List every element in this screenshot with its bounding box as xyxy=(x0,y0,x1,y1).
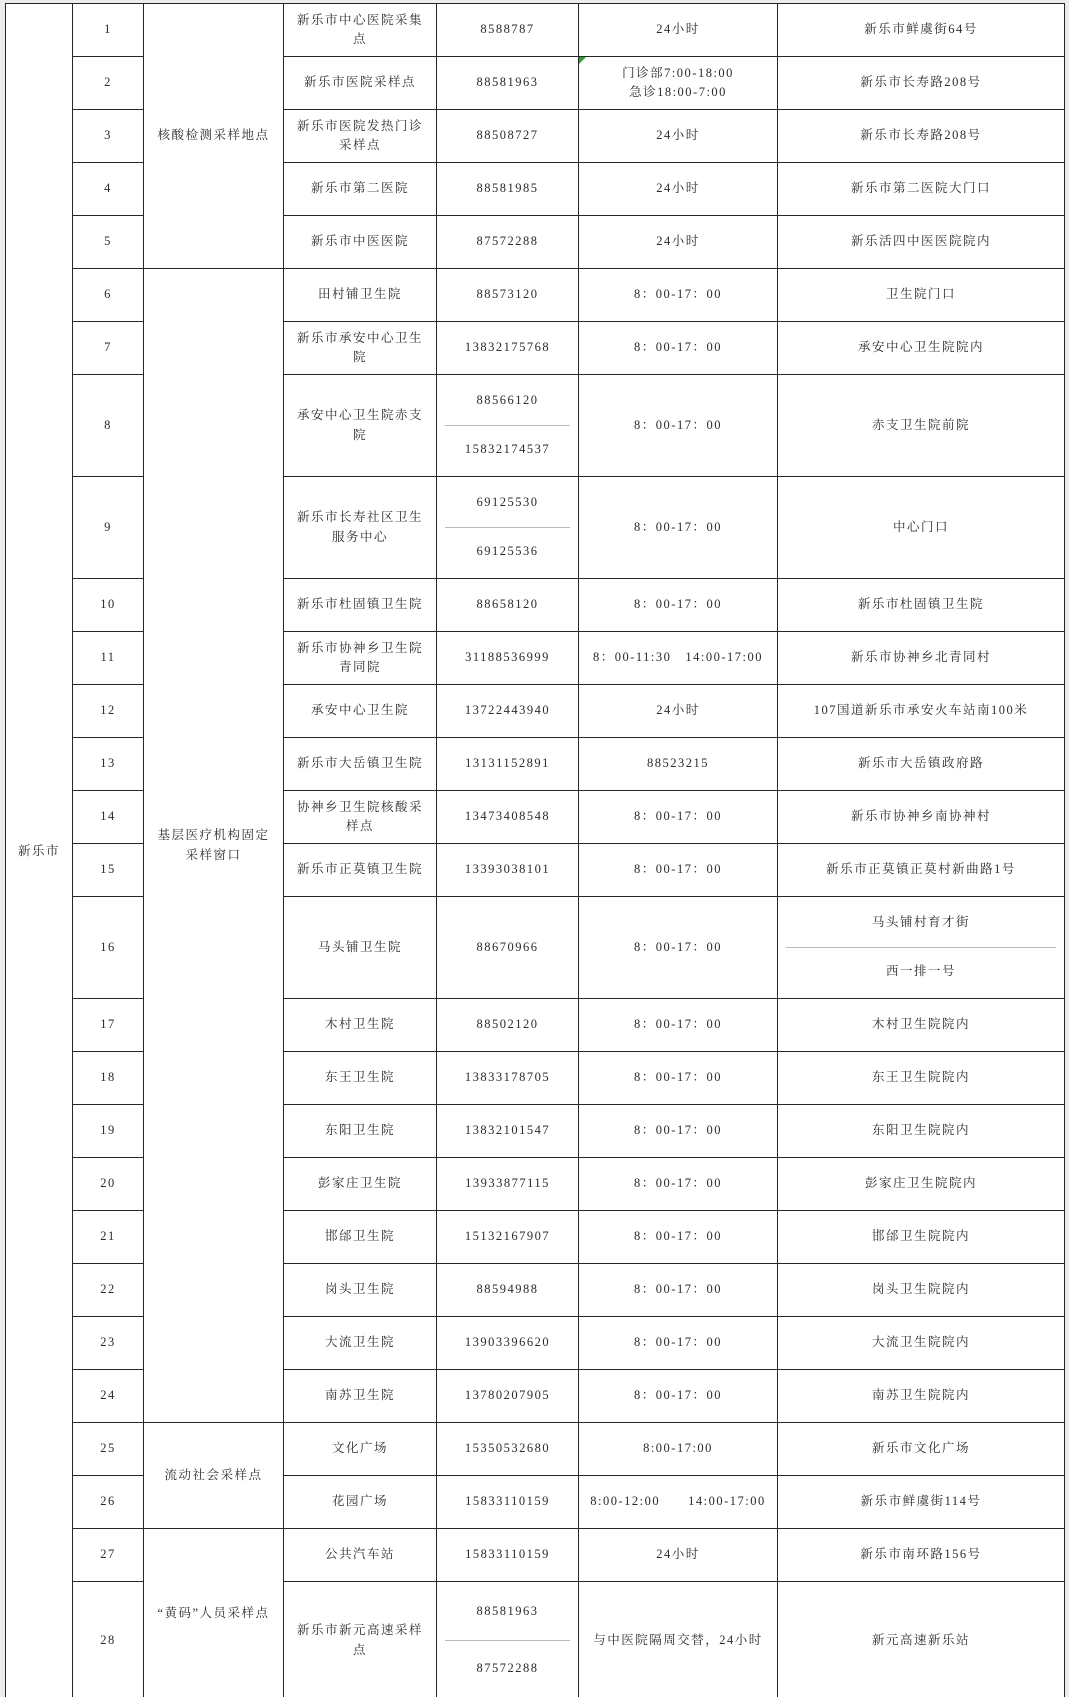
cell-note-marker-icon xyxy=(579,57,586,64)
address-cell: 东阳卫生院院内 xyxy=(778,1105,1065,1158)
hours-cell xyxy=(579,269,778,322)
phone-cell: 13131152891 xyxy=(437,738,579,791)
address-cell: 南苏卫生院院内 xyxy=(778,1370,1065,1423)
address-cell: 中心门口 xyxy=(778,477,1065,579)
hours-line: 8：00-17：00 xyxy=(634,340,722,355)
site-name-cell: 邯邰卫生院 xyxy=(284,1211,437,1264)
row-number-cell: 11 xyxy=(73,632,144,685)
phone-value: 69125536 xyxy=(445,527,570,576)
address-cell: 新乐市大岳镇政府路 xyxy=(778,738,1065,791)
phone-cell: 13832175768 xyxy=(437,322,579,375)
table-row xyxy=(6,269,1065,322)
phone-cell xyxy=(437,1582,579,1697)
hours-cell xyxy=(579,738,778,791)
row-number-cell: 7 xyxy=(73,322,144,375)
address-cell: 新乐活四中医医院院内 xyxy=(778,216,1065,269)
address-cell: 新乐市杜固镇卫生院 xyxy=(778,579,1065,632)
row-number-cell: 18 xyxy=(73,1052,144,1105)
site-name-cell: 东王卫生院 xyxy=(284,1052,437,1105)
site-name-cell: 新乐市第二医院 xyxy=(284,163,437,216)
address-cell: 新乐市南环路156号 xyxy=(778,1529,1065,1582)
site-name-cell: 花园广场 xyxy=(284,1476,437,1529)
site-name-cell: 南苏卫生院 xyxy=(284,1370,437,1423)
hours-line: 8:00-17:00 xyxy=(643,1441,713,1456)
row-number-cell: 24 xyxy=(73,1370,144,1423)
hours-cell xyxy=(579,1529,778,1582)
site-name-cell: 新乐市大岳镇卫生院 xyxy=(284,738,437,791)
phone-cell: 88573120 xyxy=(437,269,579,322)
site-name-cell: 新乐市承安中心卫生院 xyxy=(284,322,437,375)
address-cell: 卫生院门口 xyxy=(778,269,1065,322)
hours-line: 8：00-17：00 xyxy=(634,1070,722,1085)
phone-cell: 88502120 xyxy=(437,999,579,1052)
hours-line: 8：00-17：00 xyxy=(634,417,722,432)
hours-cell xyxy=(579,1317,778,1370)
row-number-cell: 25 xyxy=(73,1423,144,1476)
hours-line: 8：00-17：00 xyxy=(634,1176,722,1191)
hours-cell xyxy=(579,1105,778,1158)
phone-value-stack xyxy=(445,377,570,474)
row-number-cell: 10 xyxy=(73,579,144,632)
category-cell: 基层医疗机构固定采样窗口 xyxy=(144,269,284,1423)
phone-cell: 13832101547 xyxy=(437,1105,579,1158)
row-number-cell: 21 xyxy=(73,1211,144,1264)
row-number-cell: 23 xyxy=(73,1317,144,1370)
address-cell: 邯邰卫生院院内 xyxy=(778,1211,1065,1264)
hours-cell xyxy=(579,1476,778,1529)
hours-line: 8：00-17：00 xyxy=(634,1123,722,1138)
address-cell: 新乐市第二医院大门口 xyxy=(778,163,1065,216)
site-name-cell: 承安中心卫生院 xyxy=(284,685,437,738)
site-name-cell: 新乐市中医医院 xyxy=(284,216,437,269)
phone-cell: 88581985 xyxy=(437,163,579,216)
address-cell: 新乐市正莫镇正莫村新曲路1号 xyxy=(778,844,1065,897)
address-cell: 新元高速新乐站 xyxy=(778,1582,1065,1697)
address-cell: 新乐市文化广场 xyxy=(778,1423,1065,1476)
table-sheet xyxy=(5,3,1064,1692)
row-number-cell: 4 xyxy=(73,163,144,216)
phone-cell: 15132167907 xyxy=(437,1211,579,1264)
category-cell: 核酸检测采样地点 xyxy=(144,4,284,269)
site-name-cell: 东阳卫生院 xyxy=(284,1105,437,1158)
hours-cell xyxy=(579,1158,778,1211)
hours-cell xyxy=(579,1052,778,1105)
phone-cell: 88658120 xyxy=(437,579,579,632)
hours-line: 8：00-17：00 xyxy=(634,1282,722,1297)
address-value-stack xyxy=(786,899,1056,996)
address-cell: 赤支卫生院前院 xyxy=(778,375,1065,477)
hours-line: 8：00-17：00 xyxy=(634,1017,722,1032)
hours-line: 8：00-17：00 xyxy=(634,1229,722,1244)
hours-line: 8：00-17：00 xyxy=(634,287,722,302)
hours-cell xyxy=(579,110,778,163)
address-cell: 新乐市长寿路208号 xyxy=(778,110,1065,163)
hours-cell xyxy=(579,1582,778,1697)
row-number-cell: 8 xyxy=(73,375,144,477)
site-name-cell: 公共汽车站 xyxy=(284,1529,437,1582)
row-number-cell: 12 xyxy=(73,685,144,738)
row-number-cell: 26 xyxy=(73,1476,144,1529)
address-value: 西一排一号 xyxy=(786,947,1056,996)
site-name-cell: 田村铺卫生院 xyxy=(284,269,437,322)
phone-cell: 13473408548 xyxy=(437,791,579,844)
table-body xyxy=(6,4,1065,1697)
phone-value: 15832174537 xyxy=(445,425,570,474)
site-name-cell: 文化广场 xyxy=(284,1423,437,1476)
row-number-cell: 3 xyxy=(73,110,144,163)
address-cell: 新乐市鲜虞街64号 xyxy=(778,4,1065,57)
phone-value-stack xyxy=(445,479,570,576)
hours-line: 8：00-17：00 xyxy=(634,809,722,824)
site-name-cell: 彭家庄卫生院 xyxy=(284,1158,437,1211)
hours-line: 24小时 xyxy=(656,181,700,196)
phone-cell: 8588787 xyxy=(437,4,579,57)
hours-line: 急诊18:00-7:00 xyxy=(629,85,727,99)
table-row xyxy=(6,1423,1065,1476)
phone-cell: 13933877115 xyxy=(437,1158,579,1211)
phone-value: 88581963 xyxy=(476,1604,539,1619)
address-cell xyxy=(778,897,1065,999)
hours-line: 8：00-11:30 14:00-17:00 xyxy=(592,650,764,665)
phone-value: 69125530 xyxy=(476,495,539,510)
hours-line: 24小时 xyxy=(656,703,700,718)
region-cell: 新乐市 xyxy=(6,4,73,1697)
row-number-cell: 15 xyxy=(73,844,144,897)
hours-cell xyxy=(579,477,778,579)
row-number-cell: 5 xyxy=(73,216,144,269)
hours-line: 8：00-17：00 xyxy=(634,939,722,954)
hours-line: 8：00-17：00 xyxy=(634,519,722,534)
phone-cell xyxy=(437,477,579,579)
phone-cell: 31188536999 xyxy=(437,632,579,685)
hours-line: 8：00-17：00 xyxy=(634,862,722,877)
row-number-cell: 19 xyxy=(73,1105,144,1158)
phone-value: 87572288 xyxy=(445,1640,570,1697)
row-number-cell: 28 xyxy=(73,1582,144,1697)
row-number-cell: 16 xyxy=(73,897,144,999)
sampling-sites-table xyxy=(5,3,1065,1697)
phone-cell: 87572288 xyxy=(437,216,579,269)
address-cell: 东王卫生院院内 xyxy=(778,1052,1065,1105)
site-name-cell: 木村卫生院 xyxy=(284,999,437,1052)
hours-line: 24小时 xyxy=(656,234,700,249)
hours-line: 24小时 xyxy=(656,1547,700,1562)
row-number-cell: 13 xyxy=(73,738,144,791)
row-number-cell: 14 xyxy=(73,791,144,844)
phone-cell: 88581963 xyxy=(437,57,579,110)
phone-cell: 15833110159 xyxy=(437,1476,579,1529)
hours-line: 24小时 xyxy=(656,22,700,37)
hours-cell xyxy=(579,216,778,269)
site-name-cell: 新乐市长寿社区卫生服务中心 xyxy=(284,477,437,579)
phone-cell: 13903396620 xyxy=(437,1317,579,1370)
site-name-cell: 新乐市协神乡卫生院青同院 xyxy=(284,632,437,685)
hours-cell xyxy=(579,1211,778,1264)
row-number-cell: 27 xyxy=(73,1529,144,1582)
hours-cell xyxy=(579,791,778,844)
address-cell: 新乐市长寿路208号 xyxy=(778,57,1065,110)
hours-cell xyxy=(579,999,778,1052)
hours-cell xyxy=(579,1423,778,1476)
address-cell: 新乐市鲜虞街114号 xyxy=(778,1476,1065,1529)
site-name-cell: 新乐市新元高速采样点 xyxy=(284,1582,437,1697)
phone-cell: 13393038101 xyxy=(437,844,579,897)
row-number-cell: 1 xyxy=(73,4,144,57)
address-value: 马头铺村育才街 xyxy=(871,915,970,930)
hours-line: 24小时 xyxy=(656,128,700,143)
phone-cell: 88670966 xyxy=(437,897,579,999)
category-cell: 流动社会采样点 xyxy=(144,1423,284,1529)
hours-cell xyxy=(579,685,778,738)
hours-line: 与中医院隔周交替，24小时 xyxy=(593,1632,763,1647)
hours-cell xyxy=(579,375,778,477)
row-number-cell: 20 xyxy=(73,1158,144,1211)
table-row xyxy=(6,1529,1065,1582)
site-name-cell: 新乐市医院采样点 xyxy=(284,57,437,110)
address-cell: 承安中心卫生院院内 xyxy=(778,322,1065,375)
site-name-cell: 岗头卫生院 xyxy=(284,1264,437,1317)
address-cell: 107国道新乐市承安火车站南100米 xyxy=(778,685,1065,738)
address-cell: 大流卫生院院内 xyxy=(778,1317,1065,1370)
address-cell: 彭家庄卫生院院内 xyxy=(778,1158,1065,1211)
row-number-cell: 2 xyxy=(73,57,144,110)
hours-cell xyxy=(579,57,778,110)
category-cell: “黄码”人员采样点 xyxy=(144,1529,284,1697)
site-name-cell: 新乐市杜固镇卫生院 xyxy=(284,579,437,632)
phone-cell: 13780207905 xyxy=(437,1370,579,1423)
hours-cell xyxy=(579,579,778,632)
phone-cell: 88508727 xyxy=(437,110,579,163)
site-name-cell: 马头铺卫生院 xyxy=(284,897,437,999)
hours-cell xyxy=(579,1370,778,1423)
table-row xyxy=(6,4,1065,57)
site-name-cell: 大流卫生院 xyxy=(284,1317,437,1370)
hours-line: 8:00-12:00 14:00-17:00 xyxy=(590,1494,766,1509)
site-name-cell: 承安中心卫生院赤支院 xyxy=(284,375,437,477)
hours-cell xyxy=(579,632,778,685)
site-name-cell: 协神乡卫生院核酸采样点 xyxy=(284,791,437,844)
phone-cell: 88594988 xyxy=(437,1264,579,1317)
hours-cell xyxy=(579,163,778,216)
hours-cell xyxy=(579,1264,778,1317)
phone-value-stack xyxy=(445,1584,570,1697)
phone-cell: 13722443940 xyxy=(437,685,579,738)
address-cell: 木村卫生院院内 xyxy=(778,999,1065,1052)
site-name-cell: 新乐市医院发热门诊采样点 xyxy=(284,110,437,163)
hours-cell xyxy=(579,844,778,897)
phone-cell: 15350532680 xyxy=(437,1423,579,1476)
row-number-cell: 17 xyxy=(73,999,144,1052)
row-number-cell: 6 xyxy=(73,269,144,322)
hours-cell xyxy=(579,897,778,999)
phone-cell: 13833178705 xyxy=(437,1052,579,1105)
hours-line: 88523215 xyxy=(647,756,709,771)
address-cell: 新乐市协神乡北青同村 xyxy=(778,632,1065,685)
row-number-cell: 22 xyxy=(73,1264,144,1317)
hours-cell xyxy=(579,322,778,375)
hours-line: 8：00-17：00 xyxy=(634,1335,722,1350)
hours-line: 门诊部7:00-18:00 xyxy=(622,65,734,80)
phone-value: 88566120 xyxy=(476,393,539,408)
hours-cell xyxy=(579,4,778,57)
hours-line: 8：00-17：00 xyxy=(634,597,722,612)
phone-cell: 15833110159 xyxy=(437,1529,579,1582)
hours-line: 8：00-17：00 xyxy=(634,1388,722,1403)
address-cell: 新乐市协神乡南协神村 xyxy=(778,791,1065,844)
site-name-cell: 新乐市正莫镇卫生院 xyxy=(284,844,437,897)
phone-cell xyxy=(437,375,579,477)
row-number-cell: 9 xyxy=(73,477,144,579)
site-name-cell: 新乐市中心医院采集点 xyxy=(284,4,437,57)
address-cell: 岗头卫生院院内 xyxy=(778,1264,1065,1317)
